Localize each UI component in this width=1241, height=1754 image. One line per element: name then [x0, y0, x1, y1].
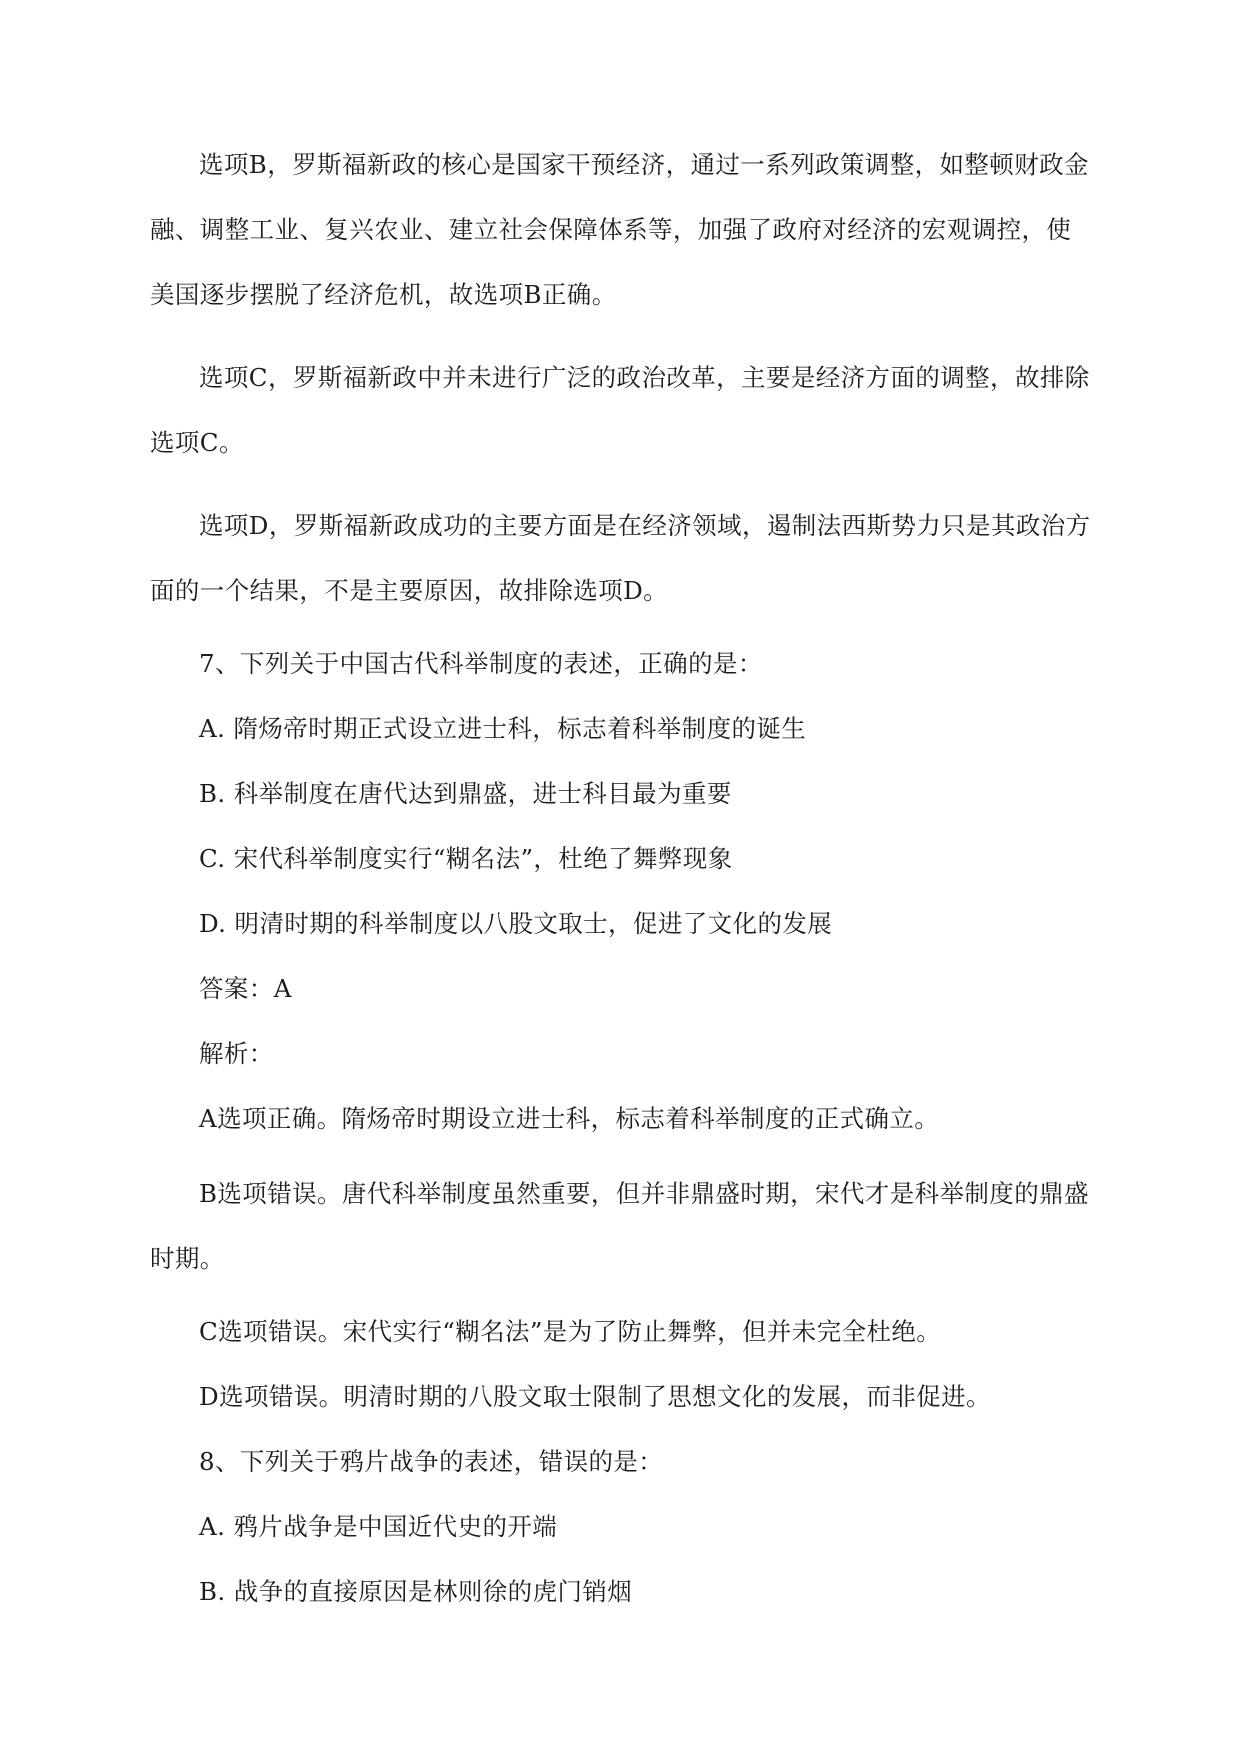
question-8-option-a: A. 鸦片战争是中国近代史的开端 [199, 1512, 558, 1541]
question-8-stem: 8、下列关于鸦片战争的表述，错误的是： [199, 1447, 664, 1476]
paragraph-option-c-analysis: 选项C，罗斯福新政中并未进行广泛的政治改革，主要是经济方面的调整，故排除选项C。 [150, 363, 1090, 457]
paragraph-option-b-analysis: 选项B，罗斯福新政的核心是国家干预经济，通过一系列政策调整，如整顿财政金融、调整工业、复兴农业、建立社会保障体系等，加强了政府对经济的宏观调控，使美国逐步摆脱了经济危机，故选项B正确。 [150, 150, 1089, 309]
question-7-option-b: B. 科举制度在唐代达到鼎盛，进士科目最为重要 [199, 779, 732, 808]
question-7-stem: 7、下列关于中国古代科举制度的表述，正确的是： [199, 649, 763, 678]
question-7-analysis-b: B选项错误。唐代科举制度虽然重要，但并非鼎盛时期，宋代才是科举制度的鼎盛时期。 [150, 1179, 1089, 1273]
question-7-analysis-a: A选项正确。隋炀帝时期设立进士科，标志着科举制度的正式确立。 [199, 1104, 940, 1133]
question-7-analysis-c: C选项错误。宋代实行“糊名法”是为了防止舞弊，但并未完全杜绝。 [199, 1317, 942, 1346]
question-7-option-c: C. 宋代科举制度实行“糊名法”，杜绝了舞弊现象 [199, 844, 733, 873]
question-7-option-d: D. 明清时期的科举制度以八股文取士，促进了文化的发展 [199, 909, 833, 938]
paragraph-option-d-analysis: 选项D，罗斯福新政成功的主要方面是在经济领域，遏制法西斯势力只是其政治方面的一个结果，不是主要原因，故排除选项D。 [150, 511, 1091, 605]
question-7-answer: 答案：A [199, 974, 292, 1003]
question-8-option-b: B. 战争的直接原因是林则徐的虎门销烟 [199, 1577, 633, 1606]
question-7-analysis-heading: 解析： [199, 1039, 274, 1068]
document-body [150, 132, 1095, 1634]
question-7-analysis-d: D选项错误。明清时期的八股文取士限制了思想文化的发展，而非促进。 [199, 1382, 991, 1411]
question-7-option-a: A. 隋炀帝时期正式设立进士科，标志着科举制度的诞生 [199, 714, 807, 743]
